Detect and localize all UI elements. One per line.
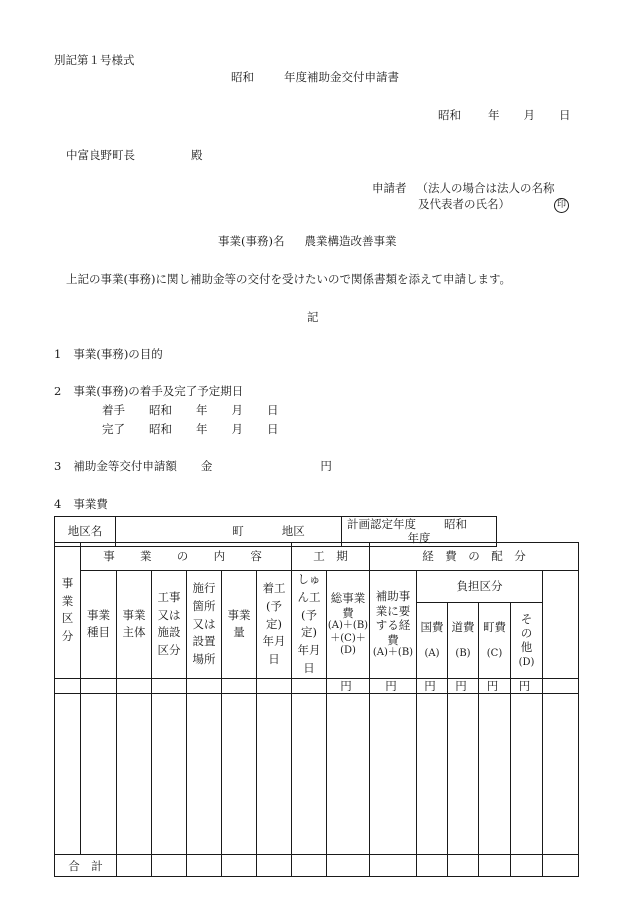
total-cost-unit: 円 <box>327 678 370 693</box>
project-type-header: 事業種目 <box>81 571 117 679</box>
data-cell[interactable] <box>543 694 579 855</box>
data-cell[interactable] <box>55 694 81 855</box>
project-volume-header: 事業量 <box>222 571 257 679</box>
project-category-header: 事業区分 <box>55 543 81 679</box>
burden-category-header: 負担区分 <box>417 571 543 603</box>
district-label: 地区 <box>281 524 305 539</box>
district-name-label: 地区名 <box>55 517 116 547</box>
cost-allocation-header: 経 費 の 配 分 <box>370 543 579 571</box>
applicant-line-1 <box>372 182 555 196</box>
total-cell[interactable] <box>152 855 187 877</box>
total-cell[interactable] <box>543 855 579 877</box>
item-4-text: 事業費 <box>73 497 108 511</box>
title-era: 昭和 <box>231 70 254 84</box>
total-label: 合 計 <box>55 855 117 877</box>
town-cost-unit: 円 <box>479 678 511 693</box>
item-3-yen: 円 <box>320 459 332 473</box>
data-cell[interactable] <box>117 694 152 855</box>
item-4 <box>54 498 108 512</box>
project-name-label: 事業(事務)名 <box>218 234 285 248</box>
item-3 <box>54 460 332 474</box>
subsidized-cost-header: 補助事業に要する経費 (A)＋(B) <box>370 571 417 679</box>
prefecture-cost-unit: 円 <box>448 678 479 693</box>
item-3-kin: 金 <box>200 459 213 473</box>
document-title <box>231 71 399 85</box>
date-era: 昭和 <box>438 108 461 122</box>
start-date-line <box>102 404 279 418</box>
applicant-note-1: （法人の場合は法人の名称 <box>416 181 555 195</box>
end-date-line <box>102 423 279 437</box>
total-cell[interactable] <box>511 855 543 877</box>
start-label: 着手 <box>102 403 125 417</box>
plan-year-era: 昭和 <box>444 517 467 531</box>
item-3-text: 補助金等交付申請額 <box>73 459 177 473</box>
start-date-header: 着工(予定)年月日 <box>257 571 292 679</box>
end-year: 年 <box>196 422 208 436</box>
construction-type-header: 工事又は施設区分 <box>152 571 187 679</box>
construction-period-header: 工 期 <box>292 543 370 571</box>
addressee <box>66 149 203 163</box>
data-cell[interactable] <box>257 694 292 855</box>
total-cell[interactable] <box>117 855 152 877</box>
total-cost-header: 総事業費 (A)＋(B) ＋(C)＋ (D) <box>327 571 370 679</box>
national-cost-unit: 円 <box>417 678 448 693</box>
total-cell[interactable] <box>222 855 257 877</box>
item-3-number: 3 <box>54 459 62 473</box>
total-cell[interactable] <box>479 855 511 877</box>
ki-heading: 記 <box>307 310 319 324</box>
end-day: 日 <box>267 422 279 436</box>
seal-text: 印 <box>554 198 569 213</box>
data-cell[interactable] <box>448 694 479 855</box>
applicant-line-2 <box>418 198 510 212</box>
item-2-number: 2 <box>54 384 62 398</box>
completion-date-header: しゅん工(予定)年月日 <box>292 571 327 679</box>
date-day: 日 <box>559 108 571 122</box>
start-day: 日 <box>267 403 279 417</box>
date-line <box>438 109 571 123</box>
addressee-name: 中富良野町長 <box>66 148 135 162</box>
date-year: 年 <box>488 108 500 122</box>
applicant-label: 申請者 <box>372 181 407 195</box>
data-cell[interactable] <box>417 694 448 855</box>
town-cost-header: 町費 (C) <box>479 602 511 678</box>
total-cell[interactable] <box>292 855 327 877</box>
item-1-number: 1 <box>54 347 62 361</box>
total-cell[interactable] <box>327 855 370 877</box>
table-row <box>55 694 579 855</box>
total-cell[interactable] <box>187 855 222 877</box>
date-month: 月 <box>523 108 535 122</box>
data-cell[interactable] <box>292 694 327 855</box>
data-cell[interactable] <box>187 694 222 855</box>
data-cell[interactable] <box>327 694 370 855</box>
subsidized-cost-unit: 円 <box>370 678 417 693</box>
data-cell[interactable] <box>370 694 417 855</box>
end-month: 月 <box>231 422 243 436</box>
data-cell[interactable] <box>222 694 257 855</box>
end-label: 完了 <box>102 422 125 436</box>
construction-site-header: 施行箇所又は設置場所 <box>187 571 222 679</box>
project-name <box>218 235 396 249</box>
data-cell[interactable] <box>81 694 117 855</box>
prefecture-cost-header: 道費 (B) <box>448 602 479 678</box>
project-name-value: 農業構造改善事業 <box>304 234 397 248</box>
addressee-honorific: 殿 <box>191 148 203 162</box>
form-label: 別記第１号様式 <box>54 53 135 67</box>
plan-year-label: 計画認定年度 <box>347 517 416 531</box>
item-1-text: 事業(事務)の目的 <box>73 347 163 361</box>
other-cost-unit: 円 <box>511 678 543 693</box>
data-cell[interactable] <box>511 694 543 855</box>
national-cost-header: 国費 (A) <box>417 602 448 678</box>
other-cost-header: その他 (D) <box>511 602 543 678</box>
item-2 <box>54 385 243 399</box>
total-cell[interactable] <box>257 855 292 877</box>
seal-mark-icon <box>554 197 569 213</box>
project-body-header: 事業主体 <box>117 571 152 679</box>
start-era: 昭和 <box>149 403 172 417</box>
item-2-text: 事業(事務)の着手及完了予定期日 <box>73 384 244 398</box>
start-month: 月 <box>231 403 243 417</box>
item-4-number: 4 <box>54 497 62 511</box>
data-cell[interactable] <box>152 694 187 855</box>
item-1 <box>54 348 163 362</box>
end-era: 昭和 <box>149 422 172 436</box>
total-row <box>55 855 579 877</box>
statement: 上記の事業(事務)に関し補助金等の交付を受けたいので関係書類を添えて申請します。 <box>66 272 512 286</box>
plan-year-unit: 年度 <box>407 531 431 546</box>
data-cell[interactable] <box>479 694 511 855</box>
start-year: 年 <box>196 403 208 417</box>
title-text: 年度補助金交付申請書 <box>284 70 399 84</box>
project-content-header: 事 業 の 内 容 <box>81 543 292 571</box>
town-label: 町 <box>232 524 244 539</box>
total-cell[interactable] <box>448 855 479 877</box>
project-cost-table <box>54 542 579 877</box>
total-cell[interactable] <box>417 855 448 877</box>
total-cell[interactable] <box>370 855 417 877</box>
applicant-note-2: 及代表者の氏名） <box>418 197 510 211</box>
